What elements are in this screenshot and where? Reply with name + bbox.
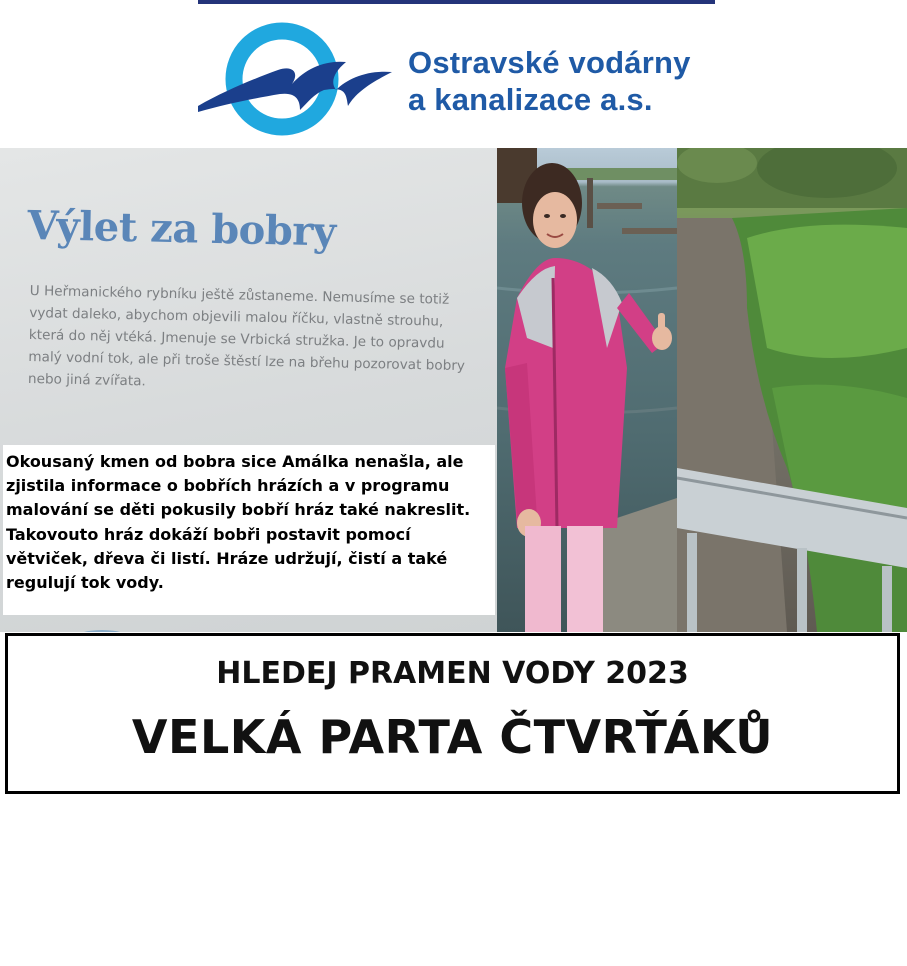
event-banner <box>5 633 900 794</box>
caption-box <box>3 445 495 615</box>
top-accent-bar <box>198 0 715 4</box>
girl-thumbs-up-illustration <box>497 148 677 632</box>
company-name <box>408 44 691 118</box>
group-title: VELKÁ PARTA ČTVRŤÁKŮ <box>131 710 774 764</box>
creek-bank-illustration <box>677 148 907 632</box>
girl-photo <box>497 148 677 632</box>
caption-text: Okousaný kmen od bobra sice Amálka nenašla, ale zjistila informace o bobřích hrázích a v programu malování se děti pokusily bobří hráz také nakreslit. Takovouto hráz dokáží bobři postavit pomocí větviček, dřeva či listí. Hráze udržují, čistí a také regulují tok vody. <box>6 452 471 593</box>
creek-photo <box>677 148 907 632</box>
sign-blue-mark-decoration <box>62 618 142 632</box>
sign-text: U Heřmanického rybníku ještě zůstaneme. Nemusíme se totiž vydat daleko, abychom objevili malou říčku, vlastně strouhu, která do něj vtéká. Jmenuje se Vrbická stružka. Je to opravdu malý vodní tok, ale při troše štěstí lze na břehu pozorovat bobry nebo jiná zvířata. <box>27 282 466 390</box>
water-wave-logo-icon <box>196 20 396 138</box>
company-name-line-1: Ostravské vodárny <box>408 45 691 80</box>
company-logo <box>196 18 716 140</box>
photo-collage <box>0 148 907 632</box>
event-title: HLEDEJ PRAMEN VODY 2023 <box>216 656 689 691</box>
sign-title: Výlet za bobry <box>27 202 337 256</box>
sign-photo <box>0 148 497 632</box>
company-name-line-2: a kanalizace a.s. <box>408 82 653 117</box>
